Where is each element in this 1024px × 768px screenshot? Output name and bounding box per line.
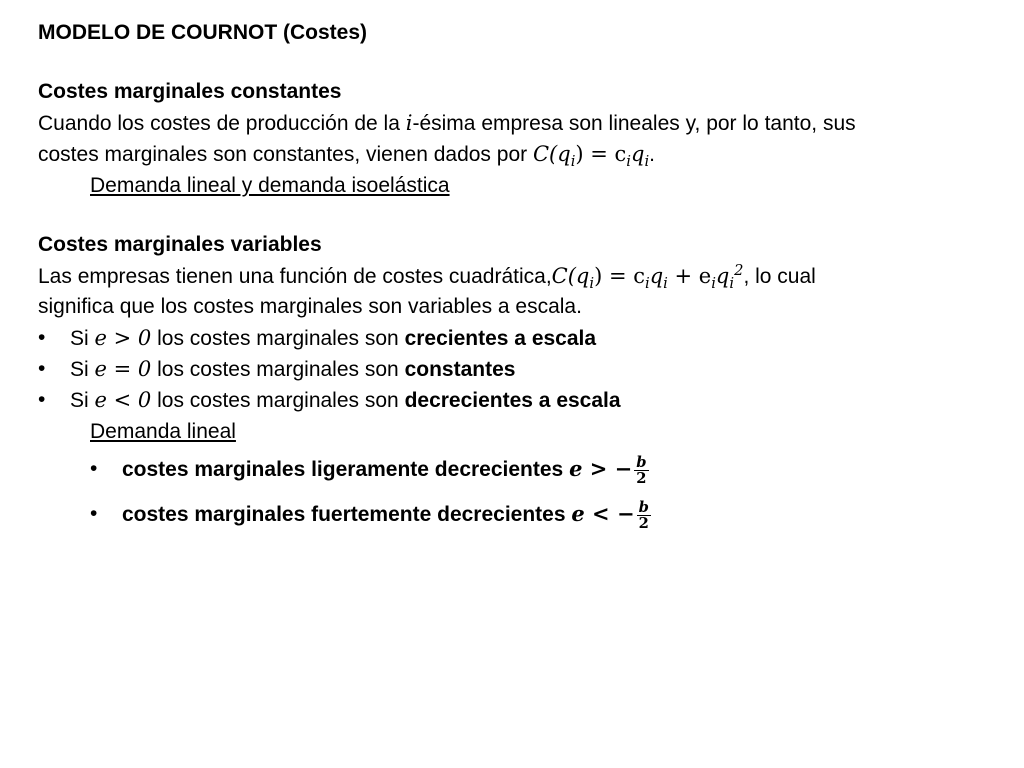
fraction-denominator: 2 bbox=[636, 470, 647, 488]
list-item-text: Si bbox=[70, 326, 95, 350]
list-item bbox=[90, 492, 998, 537]
list-item bbox=[38, 385, 998, 416]
fraction-b-over-2 bbox=[634, 455, 648, 487]
list-item-text: costes marginales fuertemente decrecientes bbox=[122, 503, 572, 527]
paragraph-linear-costs-cont bbox=[38, 139, 998, 170]
math-var-e: e bbox=[571, 501, 585, 527]
section-heading-variable-costs: Costes marginales variables bbox=[38, 233, 322, 257]
list-item bbox=[90, 447, 998, 492]
formula-quadratic-cost bbox=[551, 261, 744, 292]
formula-part: C(q bbox=[532, 142, 571, 167]
formula-part: q bbox=[715, 263, 730, 288]
paragraph-text: Cuando los costes de producción de la bbox=[38, 111, 406, 135]
formula-sub: i bbox=[589, 274, 595, 292]
list-item-emphasis: constantes bbox=[404, 357, 516, 381]
paragraph-variable-scale: significa que los costes marginales son variables a escala. bbox=[38, 295, 582, 319]
formula-linear-cost bbox=[532, 142, 650, 171]
formula-sub: i bbox=[644, 274, 650, 292]
formula-sub: i bbox=[570, 153, 576, 171]
list-item-emphasis: crecientes a escala bbox=[404, 326, 597, 350]
math-condition: > 0 bbox=[106, 325, 152, 350]
list-item bbox=[38, 323, 998, 354]
bullet-icon: • bbox=[38, 356, 46, 380]
math-var-e: e bbox=[94, 325, 107, 350]
formula-sub: i bbox=[626, 153, 631, 171]
list-item-text: los costes marginales son bbox=[151, 389, 405, 413]
paragraph-end: . bbox=[649, 143, 655, 167]
formula-part: + e bbox=[667, 263, 712, 288]
page-title: MODELO DE COURNOT (Costes) bbox=[38, 21, 368, 44]
spacer bbox=[38, 201, 998, 230]
formula-sup: 2 bbox=[734, 261, 744, 279]
list-item-text: los costes marginales son bbox=[151, 357, 405, 381]
slide bbox=[38, 18, 998, 537]
math-condition: > − bbox=[582, 456, 633, 482]
fraction-numerator: b bbox=[636, 453, 647, 471]
math-var-e: e bbox=[94, 388, 107, 413]
formula-part: C(q bbox=[551, 263, 590, 288]
link-linear-demand[interactable]: Demanda lineal bbox=[90, 419, 236, 443]
section-heading-constant-costs: Costes marginales constantes bbox=[38, 80, 342, 104]
fraction-denominator: 2 bbox=[638, 515, 649, 533]
bullet-icon: • bbox=[38, 325, 46, 349]
bullet-icon: • bbox=[90, 502, 98, 526]
sub-bullet-list bbox=[38, 447, 998, 537]
paragraph-text: -ésima empresa son lineales y, por lo tanto, sus bbox=[412, 111, 856, 135]
list-item-text: los costes marginales son bbox=[151, 326, 405, 350]
list-item-emphasis: decrecientes a escala bbox=[404, 389, 621, 413]
formula-part: q bbox=[631, 142, 645, 167]
formula-part: ) = c bbox=[575, 142, 627, 167]
list-item-text: Si bbox=[70, 357, 95, 381]
link-linear-isoelastic-demand[interactable]: Demanda lineal y demanda isoelástica bbox=[90, 173, 450, 197]
math-condition: < 0 bbox=[106, 388, 152, 413]
formula-sub: i bbox=[663, 274, 668, 292]
math-condition: < − bbox=[584, 501, 635, 527]
formula-part: ) = c bbox=[594, 263, 645, 288]
formula-part: q bbox=[649, 263, 664, 288]
list-item-text: Si bbox=[70, 389, 95, 413]
math-var-i: i bbox=[405, 110, 413, 135]
formula-sub: i bbox=[729, 274, 735, 292]
fraction-numerator: b bbox=[638, 498, 649, 516]
list-item-text: costes marginales ligeramente decrecientes bbox=[122, 458, 570, 482]
list-item bbox=[38, 354, 998, 385]
bullet-icon: • bbox=[90, 457, 98, 481]
formula-sub: i bbox=[644, 153, 650, 171]
paragraph-quadratic-costs bbox=[38, 261, 998, 292]
bullet-icon: • bbox=[38, 388, 46, 412]
paragraph-text: , lo cual bbox=[743, 264, 816, 288]
paragraph-text: Las empresas tienen una función de costes cuadrática, bbox=[38, 264, 552, 288]
fraction-b-over-2 bbox=[637, 500, 651, 532]
paragraph-text: costes marginales son constantes, vienen dados por bbox=[38, 143, 533, 167]
math-var-e: e bbox=[569, 456, 583, 482]
math-condition: = 0 bbox=[106, 356, 152, 381]
math-var-e: e bbox=[94, 356, 107, 381]
paragraph-linear-costs bbox=[38, 108, 998, 139]
formula-sub: i bbox=[711, 274, 716, 292]
